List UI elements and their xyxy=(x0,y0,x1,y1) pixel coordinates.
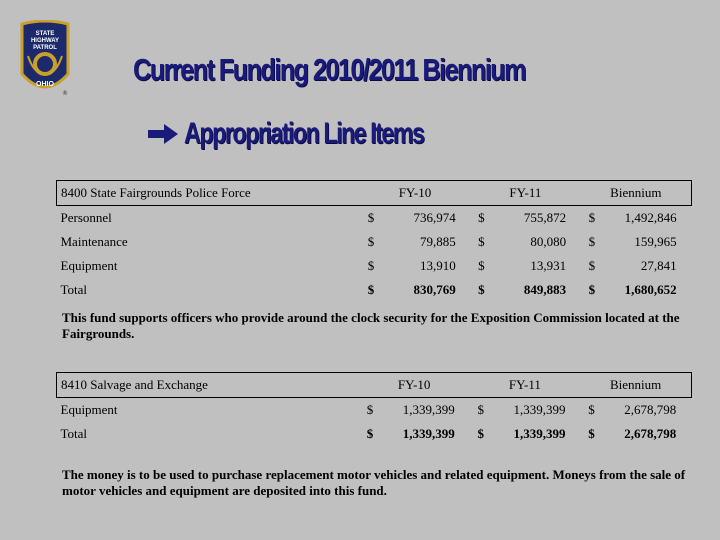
value-cell: 80,080 xyxy=(530,234,567,249)
value-cell: 1,492,846 xyxy=(624,210,677,225)
registered-mark: ® xyxy=(62,90,68,97)
currency-symbol: $ xyxy=(366,426,374,441)
value-cell: 1,680,652 xyxy=(624,282,677,297)
value-cell: 1,339,399 xyxy=(513,402,566,417)
fund-name: 8410 Salvage and Exchange xyxy=(57,373,359,398)
currency-symbol: $ xyxy=(477,426,484,441)
value-cell: 1,339,399 xyxy=(402,402,455,417)
logo-text-state: STATE xyxy=(35,31,55,37)
value-cell: 2,678,798 xyxy=(624,402,677,417)
currency-symbol: $ xyxy=(477,402,484,417)
value-cell: 13,931 xyxy=(530,258,567,273)
fund-8410-table xyxy=(56,372,692,446)
currency-symbol: $ xyxy=(478,210,485,225)
value-cell: 755,872 xyxy=(523,210,567,225)
value-cell: 830,769 xyxy=(413,282,456,297)
currency-symbol: $ xyxy=(588,282,596,297)
currency-symbol: $ xyxy=(478,282,485,297)
column-header-fy10: FY-10 xyxy=(360,181,470,206)
currency-symbol: $ xyxy=(367,234,375,249)
currency-symbol: $ xyxy=(478,258,485,273)
value-cell: 159,965 xyxy=(634,234,677,249)
value-cell: 79,885 xyxy=(419,234,456,249)
value-cell: 736,974 xyxy=(413,210,456,225)
total-row xyxy=(57,422,692,446)
value-cell: 1,339,399 xyxy=(513,426,566,441)
currency-symbol: $ xyxy=(588,426,595,441)
fund-8410-note: The money is to be used to purchase replacement motor vehicles and related equipment. Moneys from the sale of motor vehicles and equipment are deposited into this fund. xyxy=(62,467,686,498)
table-header-row xyxy=(57,181,692,206)
column-header-biennium: Biennium xyxy=(580,373,691,398)
table-row xyxy=(57,398,692,423)
table-row xyxy=(57,230,692,254)
logo-text-highway: HIGHWAY xyxy=(30,38,60,44)
right-arrow-icon xyxy=(148,124,178,144)
total-row xyxy=(57,278,692,302)
table-row xyxy=(57,254,692,278)
row-label: Total xyxy=(60,282,88,297)
logo-text-ohio: OHIO xyxy=(36,81,54,88)
fund-8400-table xyxy=(56,180,692,302)
row-label: Personnel xyxy=(60,210,112,225)
page-title: Current Funding 2010/2011 Biennium xyxy=(133,52,526,87)
currency-symbol: $ xyxy=(588,258,596,273)
value-cell: 2,678,798 xyxy=(624,426,677,441)
value-cell: 1,339,399 xyxy=(402,426,455,441)
currency-symbol: $ xyxy=(588,402,595,417)
currency-symbol: $ xyxy=(478,234,485,249)
currency-symbol: $ xyxy=(367,210,375,225)
table-row xyxy=(57,206,692,231)
page-subtitle: Appropriation Line Items xyxy=(184,117,424,150)
row-label: Total xyxy=(60,426,88,441)
value-cell: 27,841 xyxy=(640,258,677,273)
column-header-fy11: FY-11 xyxy=(470,373,581,398)
currency-symbol: $ xyxy=(588,210,596,225)
row-label: Equipment xyxy=(60,402,118,417)
fund-8400-note: This fund supports officers who provide around the clock security for the Exposition Commission located at the Fairgrounds. xyxy=(62,310,680,341)
value-cell: 849,883 xyxy=(523,282,567,297)
row-label: Equipment xyxy=(60,258,118,273)
column-header-fy11: FY-11 xyxy=(470,181,580,206)
value-cell: 13,910 xyxy=(419,258,456,273)
table-header-row xyxy=(57,373,692,398)
column-header-biennium: Biennium xyxy=(581,181,692,206)
currency-symbol: $ xyxy=(366,402,374,417)
currency-symbol: $ xyxy=(367,282,375,297)
logo-text-patrol: PATROL xyxy=(33,45,57,51)
subtitle-row xyxy=(148,114,491,154)
currency-symbol: $ xyxy=(367,258,375,273)
currency-symbol: $ xyxy=(588,234,596,249)
row-label: Maintenance xyxy=(60,234,128,249)
column-header-fy10: FY-10 xyxy=(359,373,470,398)
fund-name: 8400 State Fairgrounds Police Force xyxy=(57,181,360,206)
